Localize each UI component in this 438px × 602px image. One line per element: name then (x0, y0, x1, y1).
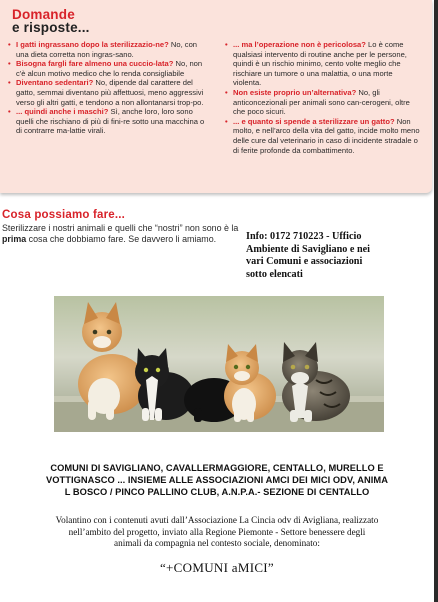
cats-photo (54, 296, 384, 432)
info-line: sotto elencati (246, 268, 303, 280)
faq-item (8, 78, 208, 107)
faq-answer: Sì, anche loro, loro sono quelli che rischiano di più di fini-re sotto una macchina o di contrarre ma-lattie virali. (16, 107, 205, 136)
page-edge-bar (434, 0, 438, 602)
faq-question: ... e quanto si spende a sterilizzare un gatto? (233, 116, 395, 126)
bullet-icon: • (225, 40, 228, 49)
faq-item (225, 117, 421, 155)
body-text-part: Sterilizzare i nostri animali e quelli che “nostri” non sono è la (2, 223, 239, 233)
info-line: Info: 0172 710223 - Ufficio (246, 231, 362, 242)
body-text-part: cosa che dobbiamo fare. Se davvero li amiamo. (26, 234, 217, 244)
credits-line: animali da compagnia nel contesto sociale, denominato: (114, 538, 320, 548)
faq-title-line2: e risposte... (12, 20, 90, 35)
faq-question: Bisogna fargli fare almeno una cuccio-lata? (16, 59, 174, 69)
municipalities-block (0, 462, 434, 498)
faq-item (225, 40, 421, 88)
info-contact (246, 231, 421, 281)
section-body (2, 223, 240, 245)
municipalities-line: COMUNI DI SAVIGLIANO, CAVALLERMAGGIORE, CENTALLO, MURELLO E (50, 463, 384, 473)
bullet-icon: • (8, 59, 11, 69)
faq-item (8, 59, 208, 78)
bullet-icon: • (225, 87, 228, 97)
faq-question: ... ma l’operazione non è pericolosa? (233, 40, 366, 49)
faq-answer: Non molto, e nell’arco della vita del gatto, incide molto meno delle cure dal veterinario in caso di incidente stradale o di ferite profonde da combattimento. (233, 116, 420, 155)
project-slogan: “+COMUNI aMICI” (159, 560, 274, 575)
faq-title-line1: Domande (12, 7, 75, 22)
faq-answer: No, con una dieta corretta non ingras-sano. (16, 40, 198, 59)
bullet-icon: • (225, 116, 228, 126)
faq-question: ... quindi anche i maschi? (16, 107, 109, 117)
info-line: Ambiente di Savigliano e nei (246, 243, 370, 255)
faq-question: Diventano sedentari? (16, 78, 94, 88)
faq-question: I gatti ingrassano dopo la sterilizzazio-ne? (16, 40, 169, 49)
faq-right-column (225, 40, 421, 155)
bullet-icon: • (8, 78, 11, 88)
section-title: Cosa possiamo fare... (2, 209, 126, 221)
faq-answer: No, dipende dal carattere del gatto, semmai diventano più affettuosi, meno aggressivi verso gli altri gatti, e tendono a non allontanarsi trop-po. (16, 78, 204, 107)
faq-question: Non esiste proprio un’alternativa? (233, 87, 357, 97)
faq-answer: Lo è come qualsiasi intervento di routine anche per le persone, quindi è un rischio minimo, cento volte meglio che rischiare un tumore o una malattia, o una morte violenta. (233, 40, 407, 88)
faq-item (225, 88, 421, 117)
faq-title (12, 8, 90, 34)
municipalities-line: VOTTIGNASCO ... INSIEME ALLE ASSOCIAZIONI AMCI DEI MICI ODV, ANIMA (46, 475, 388, 485)
faq-box (0, 0, 432, 193)
faq-item (8, 40, 208, 59)
bullet-icon: • (8, 40, 11, 49)
faq-left-column (8, 40, 208, 136)
info-line: vari Comuni e associazioni (246, 256, 363, 268)
flyer-credits (10, 515, 424, 550)
credits-line: nell’ambito del progetto, inviato alla Regione Piemonte - Settore benessere degli (68, 526, 366, 537)
faq-item (8, 107, 208, 136)
municipalities-line: L BOSCO / PINCO PALLINO CLUB, A.N.P.A.- SEZIONE DI CENTALLO (64, 487, 370, 497)
faq-answer: No, gli anticoncezionali per animali sono can-cerogeni, oltre che poco sicuri. (233, 87, 410, 117)
bullet-icon: • (8, 107, 11, 117)
body-text-bold: prima (2, 234, 27, 244)
faq-answer: No, non c'è alcun motivo medico che lo renda consigliabile (16, 59, 203, 78)
credits-line: Volantino con i contenuti avuti dall’Associazione La Cincia odv di Avigliana, realizzato (55, 515, 379, 525)
